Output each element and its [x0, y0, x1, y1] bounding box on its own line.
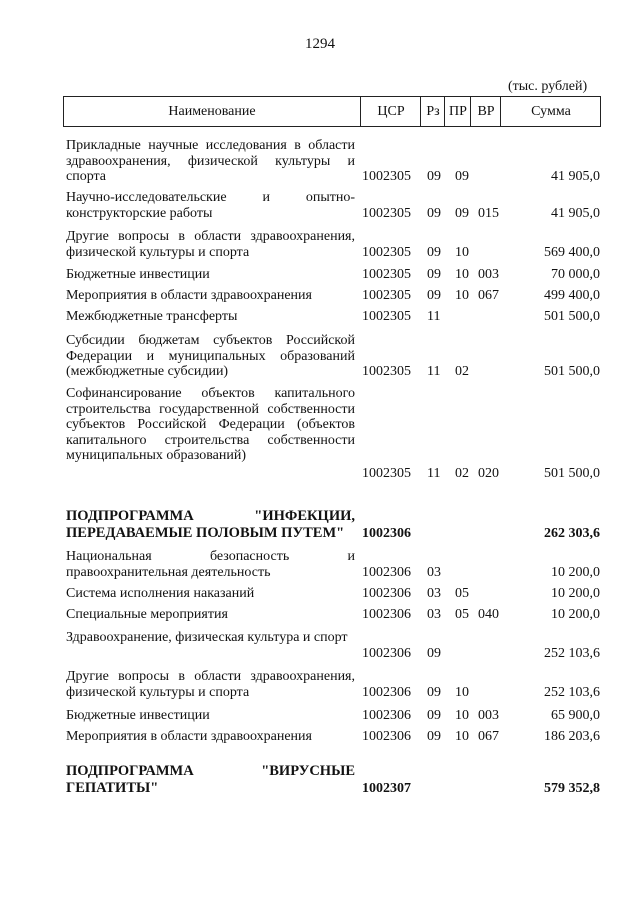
row-rz: 03 — [427, 565, 441, 580]
row-name: Система исполнения наказаний — [66, 586, 255, 601]
table-row — [66, 630, 604, 662]
table-row — [66, 669, 604, 701]
row-pr: 09 — [455, 169, 469, 184]
row-name: ПОДПРОГРАММА "ИНФЕКЦИИ, ПЕРЕДАВАЕМЫЕ ПОЛОВЫМ ПУТЕМ" — [66, 508, 355, 541]
row-vr: 015 — [478, 206, 499, 221]
row-name: Научно-исследовательские и опытно-конструкторские работы — [66, 190, 355, 221]
row-code: 1002305 — [362, 288, 411, 303]
row-rz: 03 — [427, 586, 441, 601]
table-row — [66, 607, 604, 623]
row-rz: 09 — [427, 169, 441, 184]
table-row — [66, 288, 604, 304]
table-row — [66, 386, 604, 482]
row-sum: 569 400,0 — [544, 245, 600, 260]
row-code: 1002306 — [362, 607, 411, 622]
row-name: Бюджетные инвестиции — [66, 708, 210, 723]
row-sum: 10 200,0 — [551, 586, 600, 601]
row-name: ПОДПРОГРАММА "ВИРУСНЫЕ ГЕПАТИТЫ" — [66, 763, 355, 796]
row-pr: 02 — [455, 364, 469, 379]
row-vr: 020 — [478, 466, 499, 481]
row-code: 1002305 — [362, 466, 411, 481]
table-row-subprogram — [66, 508, 604, 544]
row-pr: 09 — [455, 206, 469, 221]
table-row — [66, 708, 604, 724]
row-vr: 003 — [478, 708, 499, 723]
row-sum: 262 303,6 — [544, 526, 600, 541]
row-rz: 09 — [427, 267, 441, 282]
row-vr: 003 — [478, 267, 499, 282]
row-code: 1002306 — [362, 708, 411, 723]
row-sum: 65 900,0 — [551, 708, 600, 723]
row-pr: 02 — [455, 466, 469, 481]
row-code: 1002305 — [362, 309, 411, 324]
row-sum: 10 200,0 — [551, 565, 600, 580]
row-rz: 09 — [427, 708, 441, 723]
row-name: Софинансирование объектов капитального строительства государственной собственности субъектов Российской Федерации (объектов капитального строительства собственности муниципальных образований) — [66, 386, 355, 463]
unit-note: (тыс. рублей) — [508, 79, 588, 94]
row-sum: 186 203,6 — [544, 729, 600, 744]
row-sum: 499 400,0 — [544, 288, 600, 303]
row-rz: 11 — [427, 309, 441, 324]
row-name: Другие вопросы в области здравоохранения, физической культуры и спорта — [66, 229, 355, 260]
row-vr: 067 — [478, 288, 499, 303]
table-row — [66, 267, 604, 283]
row-rz: 03 — [427, 607, 441, 622]
row-rz: 09 — [427, 729, 441, 744]
row-sum: 501 500,0 — [544, 466, 600, 481]
table-row-subprogram — [66, 763, 604, 799]
header-name: Наименование — [168, 104, 256, 119]
row-code: 1002305 — [362, 245, 411, 260]
table-row — [66, 549, 604, 581]
row-code: 1002305 — [362, 267, 411, 282]
row-vr: 067 — [478, 729, 499, 744]
row-rz: 09 — [427, 206, 441, 221]
row-rz: 11 — [427, 466, 441, 481]
row-name: Прикладные научные исследования в области здравоохранения, физической культуры и спорта — [66, 138, 355, 184]
row-pr: 10 — [455, 708, 469, 723]
row-code: 1002306 — [362, 685, 411, 700]
row-vr: 040 — [478, 607, 499, 622]
table-row — [66, 190, 604, 222]
row-code: 1002305 — [362, 364, 411, 379]
header-code: ЦСР — [360, 97, 421, 126]
table-row — [66, 586, 604, 602]
row-sum: 252 103,6 — [544, 685, 600, 700]
header-pr: ПР — [444, 97, 471, 126]
row-code: 1002307 — [362, 781, 411, 796]
row-sum: 501 500,0 — [544, 309, 600, 324]
row-sum: 41 905,0 — [551, 206, 600, 221]
row-name: Межбюджетные трансферты — [66, 309, 238, 324]
row-pr: 10 — [455, 267, 469, 282]
table-row — [66, 729, 604, 745]
row-rz: 09 — [427, 245, 441, 260]
row-code: 1002306 — [362, 586, 411, 601]
row-name: Субсидии бюджетам субъектов Российской Федерации и муниципальных образований (межбюджетные субсидии) — [66, 333, 355, 379]
row-code: 1002306 — [362, 526, 411, 541]
row-name: Здравоохранение, физическая культура и спорт — [66, 630, 348, 645]
row-rz: 09 — [427, 685, 441, 700]
row-pr: 10 — [455, 685, 469, 700]
row-code: 1002306 — [362, 646, 411, 661]
table-row — [66, 309, 604, 325]
header-rz: Рз — [420, 97, 445, 126]
row-name: Мероприятия в области здравоохранения — [66, 288, 312, 303]
row-name: Мероприятия в области здравоохранения — [66, 729, 312, 744]
row-pr: 05 — [455, 607, 469, 622]
table-row — [66, 229, 604, 261]
row-name: Специальные мероприятия — [66, 607, 228, 622]
page-number: 1294 — [305, 36, 335, 52]
row-rz: 09 — [427, 288, 441, 303]
row-code: 1002305 — [362, 169, 411, 184]
header-vr: ВР — [470, 97, 501, 126]
row-name: Другие вопросы в области здравоохранения, физической культуры и спорта — [66, 669, 355, 700]
table-row — [66, 333, 604, 381]
row-name: Национальная безопасность и правоохранительная деятельность — [66, 549, 355, 580]
row-code: 1002306 — [362, 729, 411, 744]
row-sum: 70 000,0 — [551, 267, 600, 282]
row-code: 1002306 — [362, 565, 411, 580]
header-sum: Сумма — [500, 97, 601, 126]
row-pr: 10 — [455, 288, 469, 303]
row-rz: 11 — [427, 364, 441, 379]
row-sum: 252 103,6 — [544, 646, 600, 661]
table-header — [63, 96, 601, 127]
row-name: Бюджетные инвестиции — [66, 267, 210, 282]
row-sum: 501 500,0 — [544, 364, 600, 379]
row-pr: 05 — [455, 586, 469, 601]
row-sum: 10 200,0 — [551, 607, 600, 622]
row-rz: 09 — [427, 646, 441, 661]
table-row — [66, 138, 604, 186]
row-sum: 41 905,0 — [551, 169, 600, 184]
row-sum: 579 352,8 — [544, 781, 600, 796]
row-pr: 10 — [455, 245, 469, 260]
row-code: 1002305 — [362, 206, 411, 221]
row-pr: 10 — [455, 729, 469, 744]
